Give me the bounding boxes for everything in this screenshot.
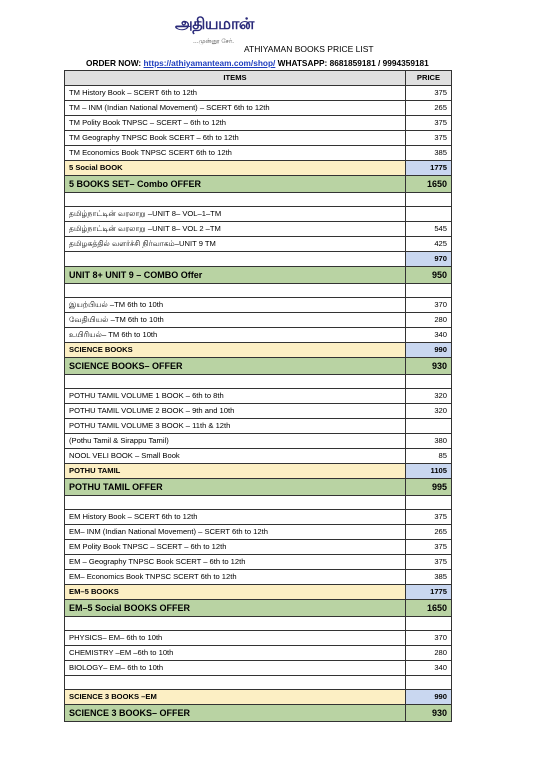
total-row: [65, 464, 452, 479]
price-cell: 1650: [406, 176, 452, 193]
offer-row: [65, 479, 452, 496]
item-cell: இயற்பியல் –TM 6th to 10th: [65, 298, 406, 313]
spacer-row: [65, 375, 452, 389]
item-cell: TM Economics Book TNPSC SCERT 6th to 12th: [65, 146, 406, 161]
item-cell: TM History Book – SCERT 6th to 12th: [65, 86, 406, 101]
table-row: [65, 222, 452, 237]
item-cell: EM–5 Social BOOKS OFFER: [65, 600, 406, 617]
price-cell: 85: [406, 449, 452, 464]
item-cell: POTHU TAMIL VOLUME 1 BOOK – 6th to 8th: [65, 389, 406, 404]
spacer-row: [65, 284, 452, 298]
item-cell: 5 BOOKS SET– Combo OFFER: [65, 176, 406, 193]
offer-row: [65, 176, 452, 193]
price-cell: 340: [406, 328, 452, 343]
table-row: [65, 101, 452, 116]
whatsapp-contact: WHATSAPP: 8681859181 / 9994359181: [277, 58, 429, 68]
table-row: [65, 252, 452, 267]
table-row: [65, 116, 452, 131]
table-row: [65, 540, 452, 555]
table-row: [65, 328, 452, 343]
item-cell: EM – Geography TNPSC Book SCERT – 6th to 12th: [65, 555, 406, 570]
offer-row: [65, 600, 452, 617]
item-cell: PHYSICS– EM– 6th to 10th: [65, 631, 406, 646]
item-cell: தமிழ்நாட்டின் வரலாறு –UNIT 8– VOL–1–TM: [65, 207, 406, 222]
price-cell: 375: [406, 116, 452, 131]
table-row: [65, 510, 452, 525]
table-row: [65, 525, 452, 540]
table-header-row: [65, 71, 452, 86]
price-cell: [406, 617, 452, 631]
spacer-row: [65, 676, 452, 690]
table-row: [65, 434, 452, 449]
total-row: [65, 690, 452, 705]
price-cell: 930: [406, 705, 452, 722]
item-cell: TM – INM (Indian National Movement) – SCERT 6th to 12th: [65, 101, 406, 116]
price-cell: 1775: [406, 585, 452, 600]
price-cell: 375: [406, 510, 452, 525]
table-row: [65, 419, 452, 434]
price-cell: 320: [406, 389, 452, 404]
table-row: [65, 389, 452, 404]
table-row: [65, 146, 452, 161]
item-cell: TM Geography TNPSC Book SCERT – 6th to 12th: [65, 131, 406, 146]
offer-row: [65, 358, 452, 375]
total-row: [65, 161, 452, 176]
item-cell: EM– Economics Book TNPSC SCERT 6th to 12th: [65, 570, 406, 585]
price-cell: 990: [406, 343, 452, 358]
price-cell: 950: [406, 267, 452, 284]
price-cell: 930: [406, 358, 452, 375]
table-row: [65, 131, 452, 146]
price-cell: 375: [406, 86, 452, 101]
price-cell: 995: [406, 479, 452, 496]
price-cell: [406, 193, 452, 207]
item-cell: தமிழ்நாட்டின் வரலாறு –UNIT 8– VOL 2 –TM: [65, 222, 406, 237]
price-cell: 375: [406, 131, 452, 146]
price-cell: [406, 284, 452, 298]
item-cell: POTHU TAMIL OFFER: [65, 479, 406, 496]
spacer-row: [65, 617, 452, 631]
table-row: [65, 404, 452, 419]
price-list-table: [64, 70, 452, 722]
price-cell: 375: [406, 540, 452, 555]
item-cell: [65, 617, 406, 631]
item-cell: SCIENCE BOOKS– OFFER: [65, 358, 406, 375]
item-cell: SCIENCE 3 BOOKS –EM: [65, 690, 406, 705]
total-row: [65, 585, 452, 600]
table-row: [65, 570, 452, 585]
table-row: [65, 646, 452, 661]
order-label: ORDER NOW:: [86, 58, 142, 68]
item-cell: NOOL VELI BOOK – Small Book: [65, 449, 406, 464]
item-cell: SCIENCE 3 BOOKS– OFFER: [65, 705, 406, 722]
table-row: [65, 555, 452, 570]
item-cell: வேதியியல் –TM 6th to 10th: [65, 313, 406, 328]
item-cell: [65, 193, 406, 207]
price-cell: 385: [406, 146, 452, 161]
logo-text: அதியமான்: [175, 14, 254, 33]
item-cell: EM– INM (Indian National Movement) – SCERT 6th to 12th: [65, 525, 406, 540]
page-title: ATHIYAMAN BOOKS PRICE LIST: [244, 44, 374, 54]
column-header-price: PRICE: [406, 71, 452, 86]
logo-tagline: ...முன்னூ சேர்.: [193, 38, 235, 45]
price-cell: 265: [406, 525, 452, 540]
item-cell: EM–5 BOOKS: [65, 585, 406, 600]
price-cell: 280: [406, 646, 452, 661]
order-line: [86, 58, 429, 68]
offer-row: [65, 705, 452, 722]
item-cell: UNIT 8+ UNIT 9 – COMBO Offer: [65, 267, 406, 284]
price-cell: 340: [406, 661, 452, 676]
item-cell: [65, 496, 406, 510]
item-cell: BIOLOGY– EM– 6th to 10th: [65, 661, 406, 676]
price-cell: 370: [406, 631, 452, 646]
spacer-row: [65, 496, 452, 510]
table-row: [65, 207, 452, 222]
item-cell: [65, 252, 406, 267]
price-cell: [406, 496, 452, 510]
item-cell: [65, 375, 406, 389]
price-cell: [406, 375, 452, 389]
price-cell: 375: [406, 555, 452, 570]
item-cell: POTHU TAMIL VOLUME 3 BOOK – 11th & 12th: [65, 419, 406, 434]
price-cell: 370: [406, 298, 452, 313]
item-cell: தமிழகத்தில் வளர்ச்சி நிர்வாகம்–UNIT 9 TM: [65, 237, 406, 252]
price-cell: 425: [406, 237, 452, 252]
price-cell: [406, 207, 452, 222]
item-cell: 5 Social BOOK: [65, 161, 406, 176]
item-cell: உயிரியல்– TM 6th to 10th: [65, 328, 406, 343]
table-row: [65, 661, 452, 676]
item-cell: EM History Book – SCERT 6th to 12th: [65, 510, 406, 525]
spacer-row: [65, 193, 452, 207]
price-cell: 380: [406, 434, 452, 449]
brand-logo: [175, 14, 254, 54]
price-cell: [406, 676, 452, 690]
item-cell: POTHU TAMIL: [65, 464, 406, 479]
price-cell: 265: [406, 101, 452, 116]
item-cell: TM Polity Book TNPSC – SCERT – 6th to 12th: [65, 116, 406, 131]
table-row: [65, 631, 452, 646]
price-cell: 990: [406, 690, 452, 705]
table-row: [65, 313, 452, 328]
item-cell: (Pothu Tamil & Sirappu Tamil): [65, 434, 406, 449]
item-cell: CHEMISTRY –EM –6th to 10th: [65, 646, 406, 661]
price-cell: 970: [406, 252, 452, 267]
price-cell: 1650: [406, 600, 452, 617]
table-row: [65, 449, 452, 464]
item-cell: [65, 284, 406, 298]
table-row: [65, 298, 452, 313]
column-header-items: ITEMS: [65, 71, 406, 86]
item-cell: SCIENCE BOOKS: [65, 343, 406, 358]
item-cell: POTHU TAMIL VOLUME 2 BOOK – 9th and 10th: [65, 404, 406, 419]
item-cell: [65, 676, 406, 690]
price-cell: 320: [406, 404, 452, 419]
table-row: [65, 237, 452, 252]
shop-link[interactable]: https://athiyamanteam.com/shop/: [143, 58, 276, 68]
item-cell: EM Polity Book TNPSC – SCERT – 6th to 12th: [65, 540, 406, 555]
price-cell: [406, 419, 452, 434]
table-row: [65, 86, 452, 101]
price-cell: 545: [406, 222, 452, 237]
price-cell: 1775: [406, 161, 452, 176]
price-cell: 1105: [406, 464, 452, 479]
total-row: [65, 343, 452, 358]
offer-row: [65, 267, 452, 284]
price-cell: 280: [406, 313, 452, 328]
price-cell: 385: [406, 570, 452, 585]
